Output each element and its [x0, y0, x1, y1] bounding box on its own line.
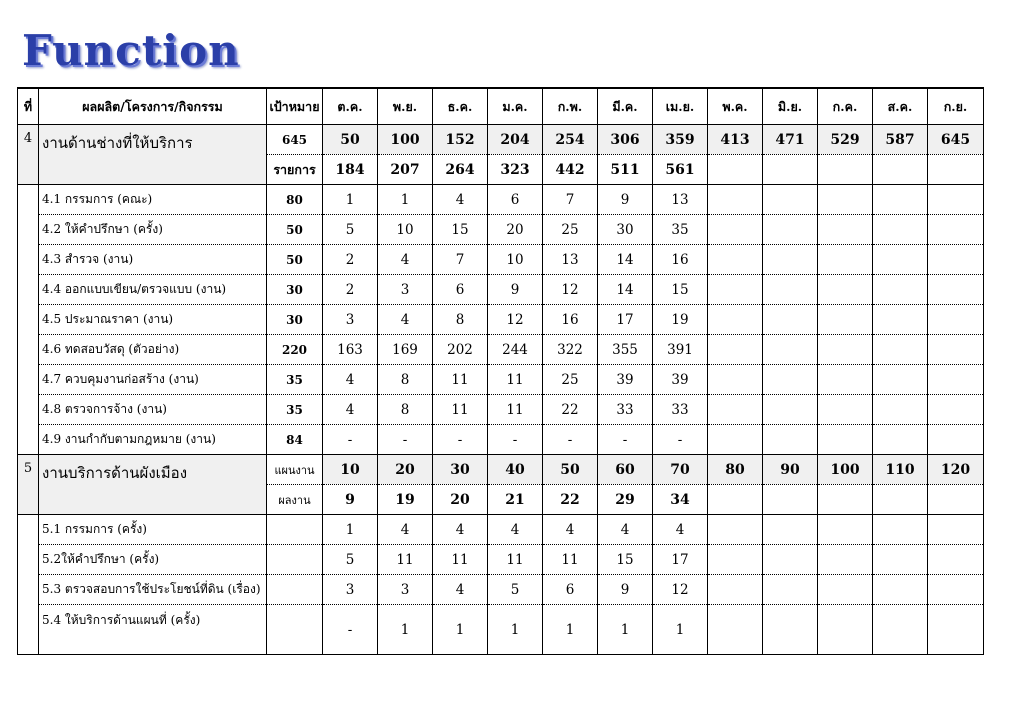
- month-cell: [708, 275, 763, 305]
- month-cell: 12: [653, 575, 708, 605]
- result-cell: 323: [488, 155, 543, 185]
- result-cell: [873, 155, 928, 185]
- row-no: [18, 305, 39, 335]
- plan-cell: 471: [763, 125, 818, 155]
- plan-cell: 645: [928, 125, 984, 155]
- month-cell: 1: [323, 515, 378, 545]
- month-cell: -: [323, 605, 378, 655]
- month-cell: 14: [598, 275, 653, 305]
- row-no: [18, 395, 39, 425]
- month-cell: 33: [653, 395, 708, 425]
- month-cell: 4: [433, 575, 488, 605]
- month-cell: [708, 425, 763, 455]
- section-target: 645: [267, 125, 323, 155]
- section-no: 4: [18, 125, 39, 185]
- item-target: 30: [267, 275, 323, 305]
- month-cell: [708, 215, 763, 245]
- month-cell: 1: [378, 605, 433, 655]
- plan-cell: 152: [433, 125, 488, 155]
- table-row: [18, 575, 984, 605]
- month-cell: -: [543, 425, 598, 455]
- result-cell: [763, 485, 818, 515]
- row-no: [18, 215, 39, 245]
- table-row: [18, 425, 984, 455]
- month-cell: 4: [433, 515, 488, 545]
- month-cell: [818, 575, 873, 605]
- month-cell: 202: [433, 335, 488, 365]
- month-cell: 12: [543, 275, 598, 305]
- section-name: งานด้านช่างที่ให้บริการ: [39, 125, 267, 185]
- month-cell: 4: [598, 515, 653, 545]
- table-row: [18, 395, 984, 425]
- month-cell: -: [433, 425, 488, 455]
- month-cell: [873, 515, 928, 545]
- month-cell: 7: [433, 245, 488, 275]
- month-cell: [818, 395, 873, 425]
- month-cell: 11: [433, 365, 488, 395]
- month-cell: 2: [323, 275, 378, 305]
- page-title: Function: [22, 26, 240, 75]
- header-month: พ.ย.: [378, 88, 433, 125]
- month-cell: 3: [323, 305, 378, 335]
- month-cell: [763, 365, 818, 395]
- month-cell: 6: [488, 185, 543, 215]
- row-no: [18, 605, 39, 655]
- plan-cell: 60: [598, 455, 653, 485]
- section-no: 5: [18, 455, 39, 515]
- plan-cell: 50: [323, 125, 378, 155]
- month-cell: 22: [543, 395, 598, 425]
- month-cell: [708, 185, 763, 215]
- plan-cell: 100: [818, 455, 873, 485]
- month-cell: 11: [378, 545, 433, 575]
- month-cell: 6: [433, 275, 488, 305]
- item-target: [267, 515, 323, 545]
- month-cell: [928, 365, 984, 395]
- table-row: [18, 305, 984, 335]
- result-cell: 29: [598, 485, 653, 515]
- month-cell: [818, 275, 873, 305]
- month-cell: [873, 245, 928, 275]
- item-target: 84: [267, 425, 323, 455]
- month-cell: -: [323, 425, 378, 455]
- item-target: 220: [267, 335, 323, 365]
- item-name: 4.6 ทดสอบวัสดุ (ตัวอย่าง): [39, 335, 267, 365]
- plan-cell: 40: [488, 455, 543, 485]
- month-cell: 4: [653, 515, 708, 545]
- month-cell: [763, 215, 818, 245]
- item-target: 35: [267, 365, 323, 395]
- table-row: [18, 245, 984, 275]
- item-name: 4.8 ตรวจการจ้าง (งาน): [39, 395, 267, 425]
- month-cell: [873, 365, 928, 395]
- plan-cell: 90: [763, 455, 818, 485]
- month-cell: [873, 275, 928, 305]
- result-cell: 21: [488, 485, 543, 515]
- month-cell: 4: [323, 395, 378, 425]
- header-item: ผลผลิต/โครงการ/กิจกรรม: [39, 88, 267, 125]
- month-cell: 3: [378, 275, 433, 305]
- result-cell: [708, 155, 763, 185]
- month-cell: [928, 215, 984, 245]
- month-cell: [763, 605, 818, 655]
- header-month: ต.ค.: [323, 88, 378, 125]
- result-cell: [818, 485, 873, 515]
- month-cell: [763, 185, 818, 215]
- month-cell: 8: [433, 305, 488, 335]
- month-cell: 9: [598, 575, 653, 605]
- item-target: [267, 605, 323, 655]
- result-cell: 34: [653, 485, 708, 515]
- month-cell: 7: [543, 185, 598, 215]
- month-cell: 1: [598, 605, 653, 655]
- item-name: 4.7 ควบคุมงานก่อสร้าง (งาน): [39, 365, 267, 395]
- month-cell: [818, 515, 873, 545]
- month-cell: 25: [543, 365, 598, 395]
- result-cell: 207: [378, 155, 433, 185]
- result-cell: 9: [323, 485, 378, 515]
- item-name: 4.3 สำรวจ (งาน): [39, 245, 267, 275]
- month-cell: 1: [488, 605, 543, 655]
- table-row: [18, 185, 984, 215]
- item-name: 4.4 ออกแบบเขียน/ตรวจแบบ (งาน): [39, 275, 267, 305]
- month-cell: 4: [433, 185, 488, 215]
- plan-cell: 359: [653, 125, 708, 155]
- month-cell: 20: [488, 215, 543, 245]
- month-cell: 163: [323, 335, 378, 365]
- plan-cell: 529: [818, 125, 873, 155]
- plan-cell: 70: [653, 455, 708, 485]
- result-cell: 442: [543, 155, 598, 185]
- plan-cell: 80: [708, 455, 763, 485]
- item-target: 50: [267, 215, 323, 245]
- result-cell: [928, 155, 984, 185]
- plan-cell: 306: [598, 125, 653, 155]
- month-cell: [763, 305, 818, 335]
- month-cell: 5: [323, 215, 378, 245]
- month-cell: 10: [488, 245, 543, 275]
- month-cell: [763, 335, 818, 365]
- month-cell: 39: [653, 365, 708, 395]
- section-row-plan: [18, 125, 984, 155]
- plan-cell: 20: [378, 455, 433, 485]
- section-row-plan: [18, 455, 984, 485]
- month-cell: [818, 605, 873, 655]
- item-name: 5.4 ให้บริการด้านแผนที่ (ครั้ง): [39, 605, 267, 655]
- item-name: 4.2 ให้คำปรึกษา (ครั้ง): [39, 215, 267, 245]
- month-cell: [873, 425, 928, 455]
- month-cell: 25: [543, 215, 598, 245]
- month-cell: 4: [378, 245, 433, 275]
- result-cell: [873, 485, 928, 515]
- result-cell: 22: [543, 485, 598, 515]
- plan-cell: 120: [928, 455, 984, 485]
- month-cell: [928, 275, 984, 305]
- result-cell: 20: [433, 485, 488, 515]
- month-cell: 4: [378, 515, 433, 545]
- month-cell: 169: [378, 335, 433, 365]
- month-cell: 1: [653, 605, 708, 655]
- item-target: 35: [267, 395, 323, 425]
- month-cell: [708, 545, 763, 575]
- table-body: [18, 125, 984, 655]
- month-cell: [873, 335, 928, 365]
- month-cell: [708, 305, 763, 335]
- result-cell: [763, 155, 818, 185]
- month-cell: [928, 305, 984, 335]
- row-no: [18, 245, 39, 275]
- section-unit: ผลงาน: [267, 485, 323, 515]
- month-cell: [818, 335, 873, 365]
- plan-cell: 100: [378, 125, 433, 155]
- month-cell: [763, 515, 818, 545]
- month-cell: 11: [488, 545, 543, 575]
- month-cell: [763, 275, 818, 305]
- month-cell: 3: [378, 575, 433, 605]
- month-cell: -: [598, 425, 653, 455]
- month-cell: [818, 545, 873, 575]
- month-cell: [763, 425, 818, 455]
- month-cell: 19: [653, 305, 708, 335]
- result-cell: 511: [598, 155, 653, 185]
- month-cell: 355: [598, 335, 653, 365]
- month-cell: 16: [653, 245, 708, 275]
- item-name: 5.1 กรรมการ (ครั้ง): [39, 515, 267, 545]
- month-cell: [928, 575, 984, 605]
- month-cell: [763, 545, 818, 575]
- month-cell: 15: [653, 275, 708, 305]
- month-cell: 244: [488, 335, 543, 365]
- month-cell: -: [653, 425, 708, 455]
- month-cell: 13: [653, 185, 708, 215]
- month-cell: [708, 575, 763, 605]
- month-cell: [708, 335, 763, 365]
- month-cell: [818, 185, 873, 215]
- month-cell: [763, 245, 818, 275]
- month-cell: 2: [323, 245, 378, 275]
- plan-cell: 413: [708, 125, 763, 155]
- month-cell: 11: [488, 395, 543, 425]
- month-cell: [708, 245, 763, 275]
- header-month: ม.ค.: [488, 88, 543, 125]
- month-cell: [873, 215, 928, 245]
- month-cell: 1: [323, 185, 378, 215]
- result-cell: [708, 485, 763, 515]
- section-unit: รายการ: [267, 155, 323, 185]
- table-header: [18, 88, 984, 125]
- month-cell: [928, 605, 984, 655]
- month-cell: [818, 245, 873, 275]
- month-cell: 17: [598, 305, 653, 335]
- month-cell: [928, 545, 984, 575]
- month-cell: -: [378, 425, 433, 455]
- month-cell: [873, 305, 928, 335]
- header-month: ธ.ค.: [433, 88, 488, 125]
- result-cell: 561: [653, 155, 708, 185]
- item-name: 4.1 กรรมการ (คณะ): [39, 185, 267, 215]
- month-cell: 15: [433, 215, 488, 245]
- header-target: เป้าหมาย: [267, 88, 323, 125]
- month-cell: 8: [378, 395, 433, 425]
- plan-cell: 10: [323, 455, 378, 485]
- table-row: [18, 335, 984, 365]
- plan-cell: 204: [488, 125, 543, 155]
- row-no: [18, 515, 39, 545]
- item-target: [267, 575, 323, 605]
- month-cell: 17: [653, 545, 708, 575]
- month-cell: 30: [598, 215, 653, 245]
- month-cell: [928, 395, 984, 425]
- row-no: [18, 185, 39, 215]
- month-cell: [873, 395, 928, 425]
- result-cell: 19: [378, 485, 433, 515]
- month-cell: 322: [543, 335, 598, 365]
- month-cell: [873, 545, 928, 575]
- month-cell: 11: [433, 545, 488, 575]
- plan-cell: 30: [433, 455, 488, 485]
- plan-cell: 110: [873, 455, 928, 485]
- table-row: [18, 365, 984, 395]
- result-cell: 184: [323, 155, 378, 185]
- month-cell: [763, 395, 818, 425]
- month-cell: [928, 185, 984, 215]
- month-cell: 5: [488, 575, 543, 605]
- item-name: 5.3 ตรวจสอบการใช้ประโยชน์ที่ดิน (เรื่อง): [39, 575, 267, 605]
- item-name: 5.2ให้คำปรึกษา (ครั้ง): [39, 545, 267, 575]
- month-cell: [708, 395, 763, 425]
- month-cell: [873, 605, 928, 655]
- item-name: 4.9 งานกำกับตามกฎหมาย (งาน): [39, 425, 267, 455]
- item-name: 4.5 ประมาณราคา (งาน): [39, 305, 267, 335]
- plan-cell: 587: [873, 125, 928, 155]
- table-row: [18, 275, 984, 305]
- header-month: ก.พ.: [543, 88, 598, 125]
- month-cell: 13: [543, 245, 598, 275]
- header-month: มี.ค.: [598, 88, 653, 125]
- row-no: [18, 335, 39, 365]
- month-cell: 12: [488, 305, 543, 335]
- plan-cell: 50: [543, 455, 598, 485]
- month-cell: [818, 305, 873, 335]
- month-cell: 4: [488, 515, 543, 545]
- month-cell: [873, 575, 928, 605]
- result-cell: 264: [433, 155, 488, 185]
- function-table: [17, 87, 984, 655]
- month-cell: 4: [323, 365, 378, 395]
- month-cell: [708, 365, 763, 395]
- result-cell: [818, 155, 873, 185]
- plan-cell: 254: [543, 125, 598, 155]
- item-target: 80: [267, 185, 323, 215]
- row-no: [18, 365, 39, 395]
- month-cell: 11: [433, 395, 488, 425]
- month-cell: 14: [598, 245, 653, 275]
- month-cell: [928, 335, 984, 365]
- month-cell: 39: [598, 365, 653, 395]
- month-cell: [708, 605, 763, 655]
- item-target: [267, 545, 323, 575]
- item-target: 50: [267, 245, 323, 275]
- section-name: งานบริการด้านผังเมือง: [39, 455, 267, 515]
- table-row: [18, 215, 984, 245]
- month-cell: 1: [378, 185, 433, 215]
- result-cell: [928, 485, 984, 515]
- month-cell: 4: [543, 515, 598, 545]
- header-month: พ.ค.: [708, 88, 763, 125]
- month-cell: 11: [488, 365, 543, 395]
- month-cell: 9: [598, 185, 653, 215]
- header-month: มิ.ย.: [763, 88, 818, 125]
- month-cell: 3: [323, 575, 378, 605]
- month-cell: 9: [488, 275, 543, 305]
- month-cell: [928, 425, 984, 455]
- month-cell: [818, 215, 873, 245]
- row-no: [18, 425, 39, 455]
- month-cell: [873, 185, 928, 215]
- section-target: แผนงาน: [267, 455, 323, 485]
- month-cell: [928, 245, 984, 275]
- month-cell: 5: [323, 545, 378, 575]
- header-month: ส.ค.: [873, 88, 928, 125]
- month-cell: -: [488, 425, 543, 455]
- month-cell: 6: [543, 575, 598, 605]
- month-cell: [763, 575, 818, 605]
- month-cell: 1: [433, 605, 488, 655]
- month-cell: 10: [378, 215, 433, 245]
- table-row: [18, 605, 984, 655]
- month-cell: [818, 365, 873, 395]
- row-no: [18, 275, 39, 305]
- table-row: [18, 515, 984, 545]
- table-row: [18, 545, 984, 575]
- row-no: [18, 545, 39, 575]
- month-cell: [818, 425, 873, 455]
- item-target: 30: [267, 305, 323, 335]
- month-cell: [928, 515, 984, 545]
- month-cell: [708, 515, 763, 545]
- header-no: ที่: [18, 88, 39, 125]
- row-no: [18, 575, 39, 605]
- month-cell: 4: [378, 305, 433, 335]
- month-cell: 33: [598, 395, 653, 425]
- month-cell: 11: [543, 545, 598, 575]
- header-month: เม.ย.: [653, 88, 708, 125]
- month-cell: 1: [543, 605, 598, 655]
- month-cell: 391: [653, 335, 708, 365]
- month-cell: 15: [598, 545, 653, 575]
- month-cell: 35: [653, 215, 708, 245]
- header-month: ก.ย.: [928, 88, 984, 125]
- month-cell: 8: [378, 365, 433, 395]
- month-cell: 16: [543, 305, 598, 335]
- header-month: ก.ค.: [818, 88, 873, 125]
